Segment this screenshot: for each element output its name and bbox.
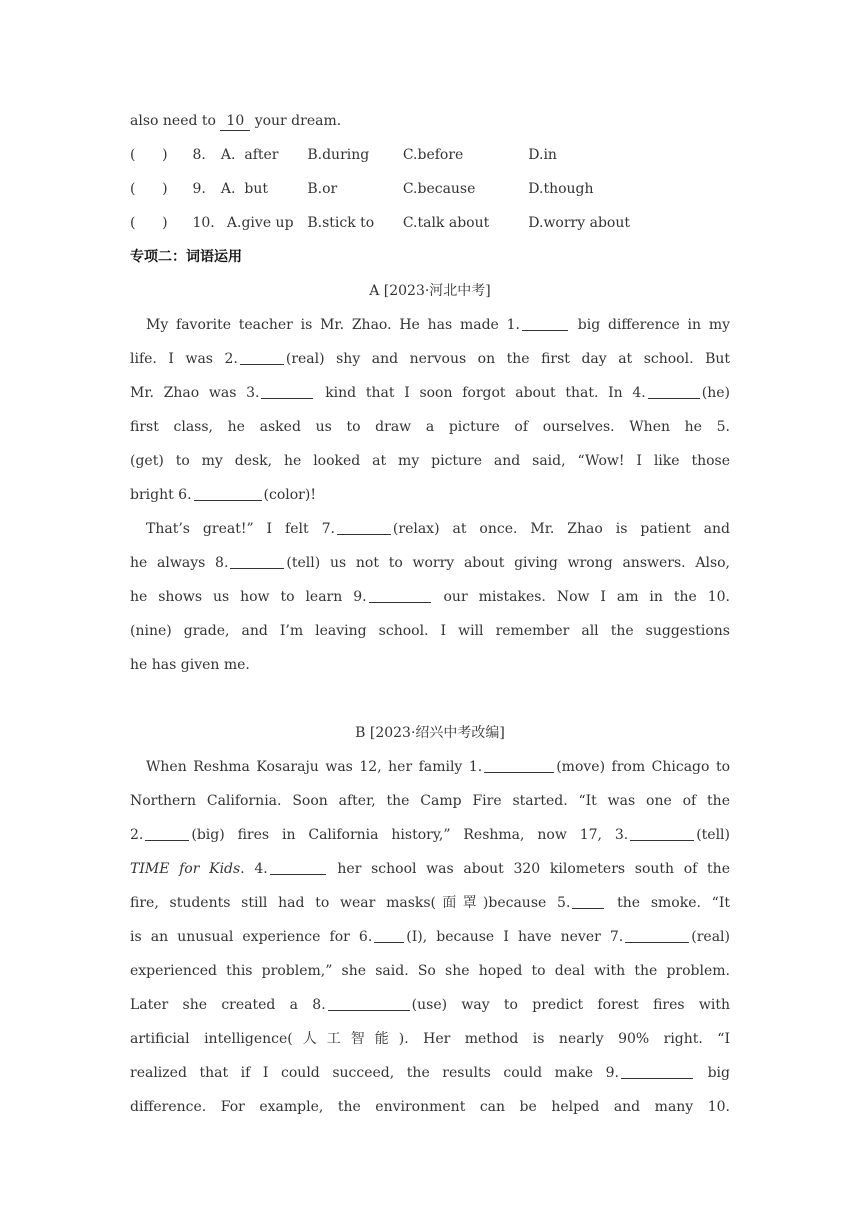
passage-line: he shows us how to learn 9. our mistakes. Now I am in the 10. [130, 580, 730, 614]
option-d: D.worry about [528, 215, 630, 231]
choice-row [130, 138, 730, 172]
option-d: D.though [528, 181, 594, 197]
blank-1 [484, 756, 554, 773]
passage-line: TIME for Kids. 4. her school was about 320 kilometers south of the [130, 852, 730, 886]
passage-line: When Reshma Kosaraju was 12, her family 1. (move) from Chicago to [130, 750, 730, 784]
blank-7 [625, 926, 689, 943]
blank-9 [369, 586, 431, 603]
blank-3 [630, 824, 694, 841]
worksheet-page [130, 104, 730, 1124]
answer-paren: ( ) [130, 181, 168, 197]
passage-line: artificial intelligence(人工智能). Her method is nearly 90% right. “I [130, 1031, 730, 1047]
passage-a-heading: A [2023·河北中考] [369, 283, 491, 299]
intro-text-post: your dream. [254, 113, 342, 129]
blank-8 [328, 994, 410, 1011]
blank-7 [337, 518, 391, 535]
section-title: 专项二：词语运用 [130, 249, 242, 265]
passage-line: he has given me. [130, 657, 250, 673]
option-c: C.before [402, 147, 464, 163]
passage-line: My favorite teacher is Mr. Zhao. He has made 1. big difference in my [130, 308, 730, 342]
blank-2 [240, 348, 284, 365]
passage-line: (nine) grade, and I’m leaving school. I will remember all the suggestions [130, 623, 730, 639]
passage-line: difference. For example, the environment can be helped and many 10. [130, 1099, 730, 1115]
blank-6 [374, 926, 404, 943]
option-d: D.in [528, 147, 557, 163]
blank-1 [522, 314, 568, 331]
question-number: 10. [192, 215, 215, 231]
option-b: B.during [307, 147, 370, 163]
option-a: A.give up [226, 215, 294, 231]
option-b: B.stick to [307, 215, 375, 231]
passage-line: realized that if I could succeed, the results could make 9. big [130, 1056, 730, 1090]
blank-10: 10 [220, 112, 250, 131]
blank-4 [648, 382, 700, 399]
passage-line: he always 8. (tell) us not to worry about giving wrong answers. Also, [130, 546, 730, 580]
passage-line: is an unusual experience for 6. (I), because I have never 7. (real) [130, 920, 730, 954]
passage-line: experienced this problem,” she said. So she hoped to deal with the problem. [130, 963, 730, 979]
choice-row [130, 172, 730, 206]
passage-line: fire, students still had to wear masks(面罩)because 5. the smoke. “It [130, 886, 730, 920]
answer-paren: ( ) [130, 215, 168, 231]
blank-2 [145, 824, 189, 841]
question-number: 8. [192, 147, 206, 163]
passage-line: Northern California. Soon after, the Camp Fire started. “It was one of the [130, 793, 730, 809]
passage-line: Later she created a 8. (use) way to predict forest fires with [130, 988, 730, 1022]
answer-paren: ( ) [130, 147, 168, 163]
blank-5 [572, 892, 604, 909]
blank-9 [621, 1062, 693, 1079]
question-number: 9. [192, 181, 206, 197]
passage-line: bright 6. (color)! [130, 478, 730, 512]
blank-4 [270, 858, 326, 875]
option-a: A. after [220, 147, 279, 163]
passage-a [130, 308, 730, 682]
blank-6 [194, 484, 262, 501]
option-b: B.or [307, 181, 338, 197]
passage-b-heading: B [2023·绍兴中考改编] [355, 725, 505, 741]
intro-line [130, 104, 730, 138]
passage-b [130, 750, 730, 1124]
blank-3 [261, 382, 313, 399]
blank-8 [230, 552, 284, 569]
passage-line: 2. (big) fires in California history,” Reshma, now 17, 3. (tell) [130, 818, 730, 852]
passage-line: That’s great!” I felt 7. (relax) at once. Mr. Zhao is patient and [130, 512, 730, 546]
passage-line: Mr. Zhao was 3. kind that I soon forgot about that. In 4. (he) [130, 376, 730, 410]
option-c: C.because [402, 181, 476, 197]
passage-line: first class, he asked us to draw a picture of ourselves. When he 5. [130, 419, 730, 435]
passage-line: life. I was 2. (real) shy and nervous on the first day at school. But [130, 342, 730, 376]
passage-line: (get) to my desk, he looked at my picture and said, “Wow! I like those [130, 453, 730, 469]
option-c: C.talk about [402, 215, 490, 231]
choice-row [130, 206, 730, 240]
option-a: A. but [220, 181, 268, 197]
intro-text-pre: also need to [130, 113, 216, 129]
